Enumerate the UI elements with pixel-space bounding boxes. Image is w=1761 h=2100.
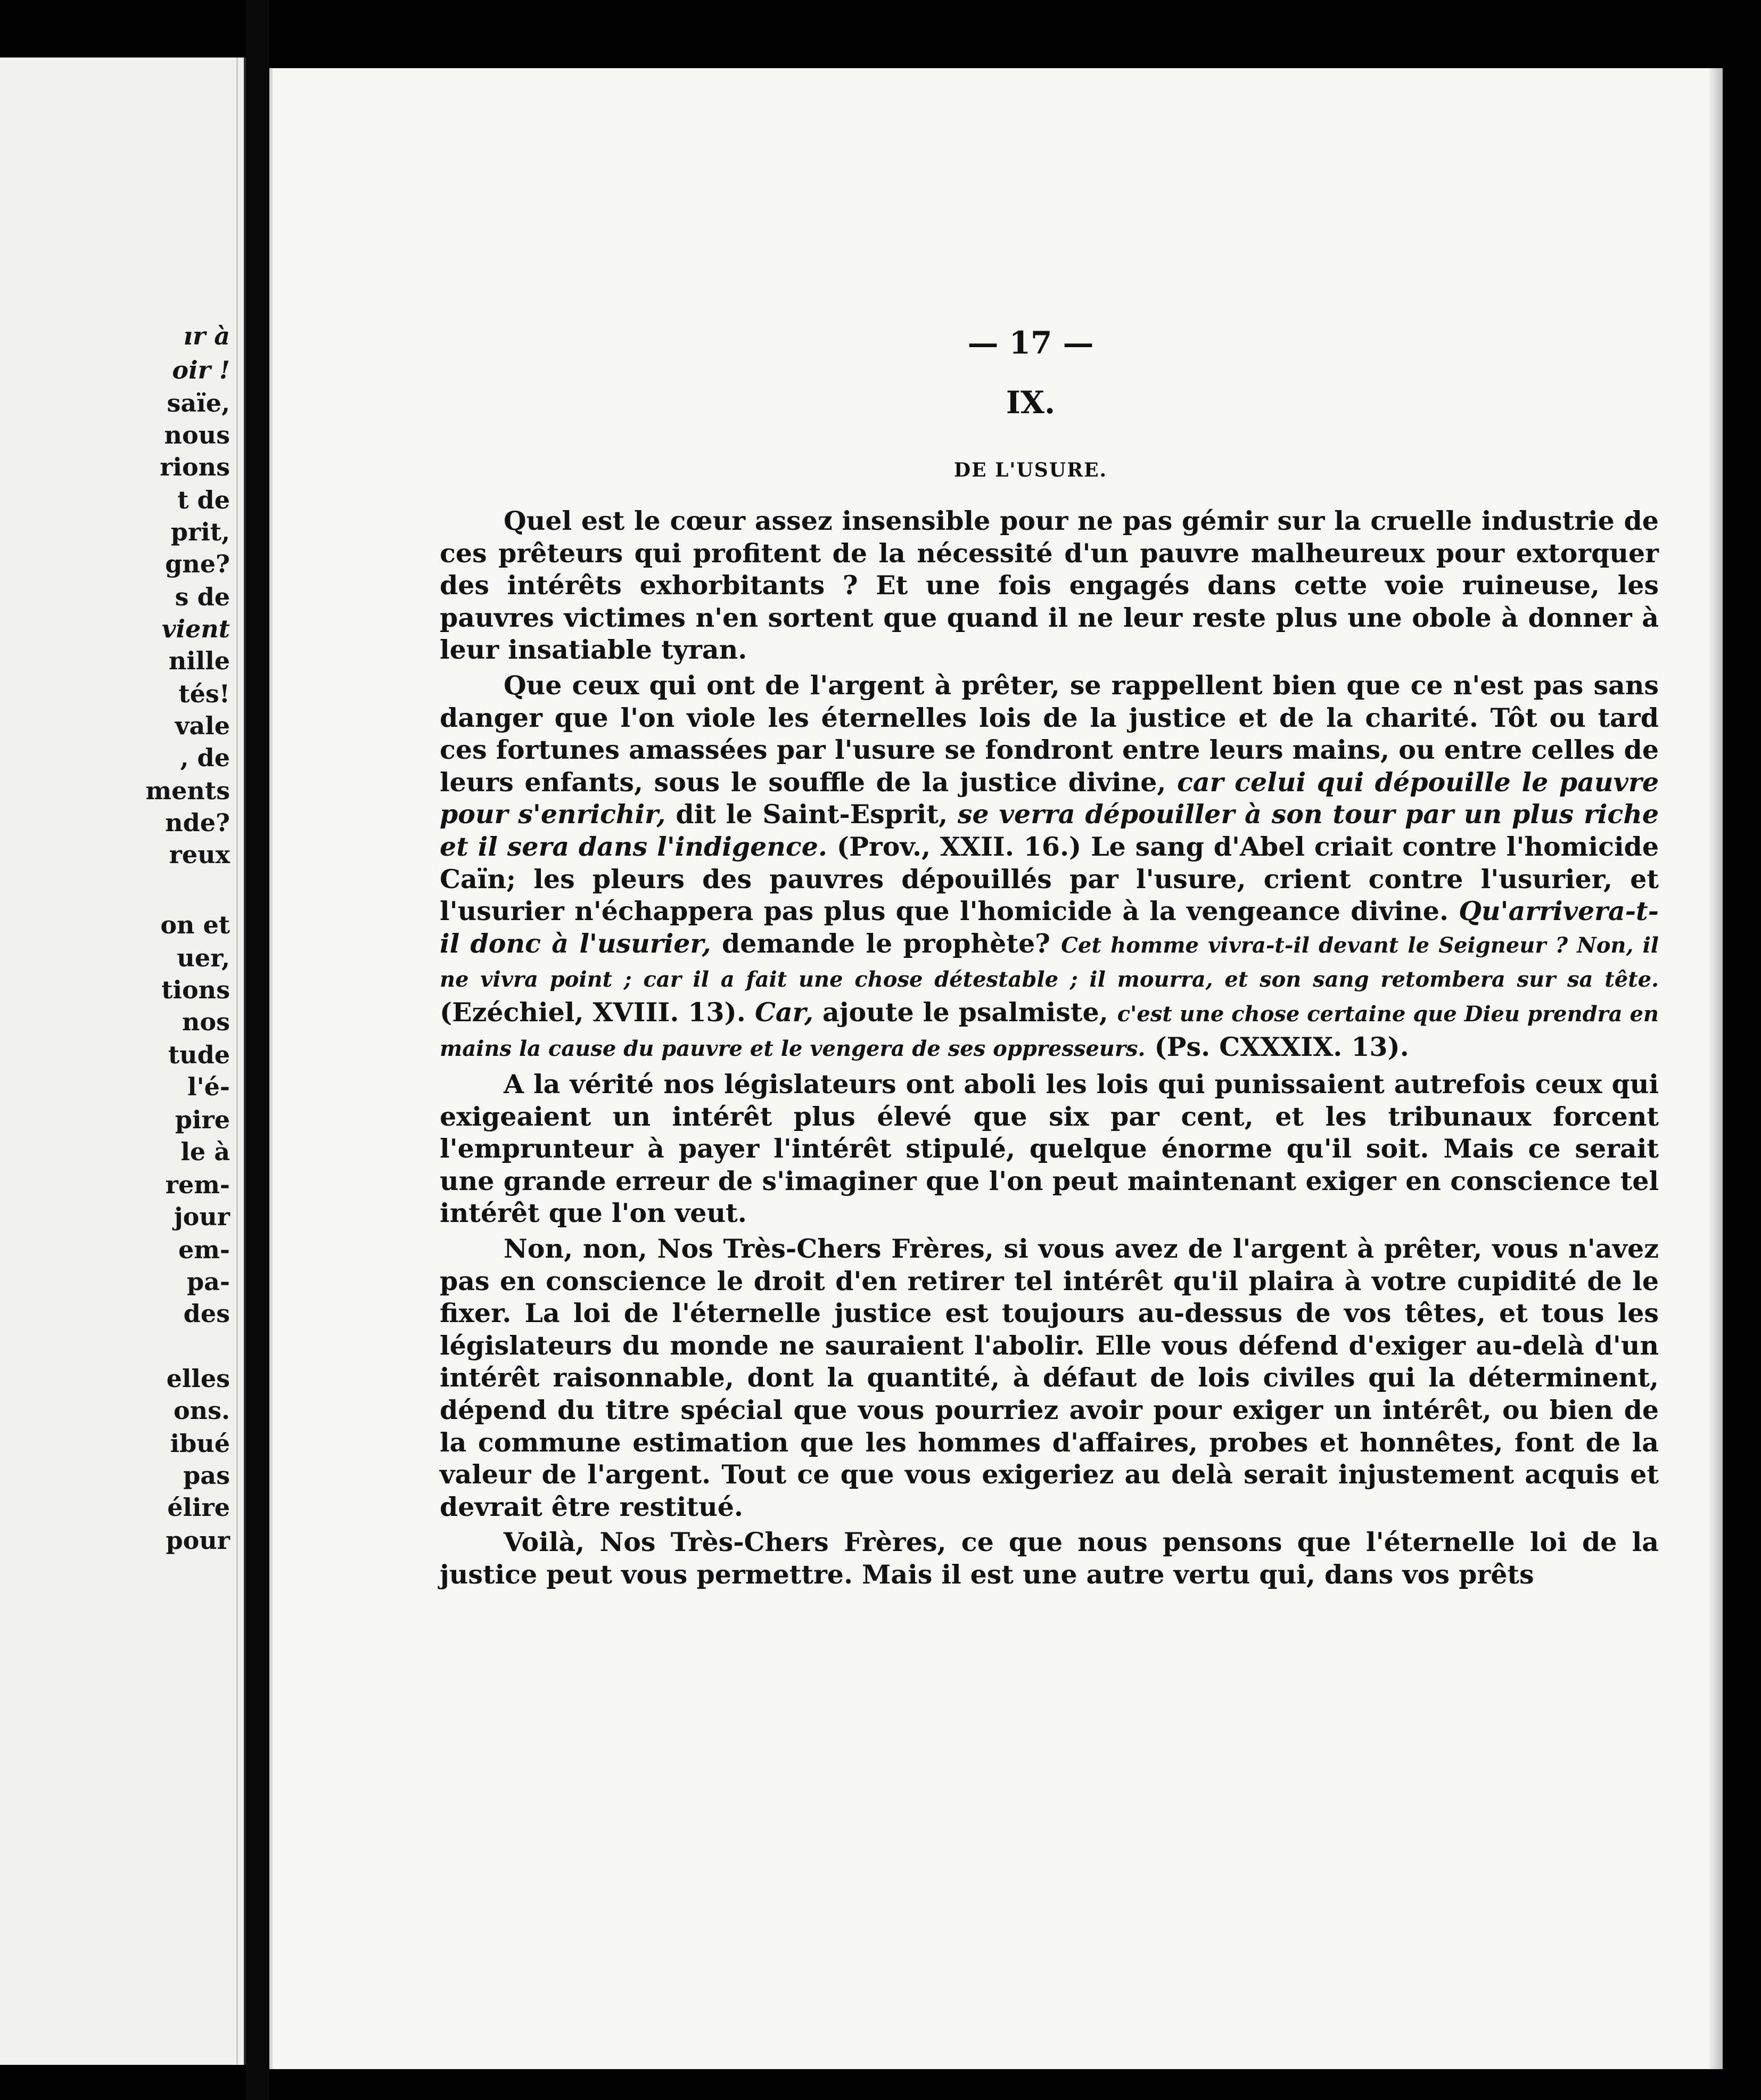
left-page-fragment: , de [180,743,230,772]
chapter-number: IX. [1006,384,1056,421]
paragraph-5: Voilà, Nos Très-Chers Frères, ce que nous pensons que l'éternelle loi de la justice peut vous permettre. Mais il est une autre vertu qui, dans vos prêts [440,1527,1659,1590]
left-page-fragment: pour [166,1526,230,1555]
left-page-edge [236,58,246,2065]
left-page-fragment: em- [178,1235,230,1264]
section-title: DE L'USURE. [953,459,1108,481]
p2-car: Car, [754,996,813,1028]
left-page-fragment: t de [177,486,230,514]
left-page-fragment: le à [180,1137,230,1166]
left-page-fragment: prit, [170,518,230,546]
left-page-fragment: saïe, [167,389,230,417]
p2-ezekiel-quote: Cet homme vivra-t-il devant le Seigneur ? Non, il ne vivra point ; car il a fait une chose détestable ; il mourra, et son sang retombera sur sa tête. [440,932,1659,992]
paragraph-1: Quel est le cœur assez insensible pour ne pas gémir sur la cruelle industrie de ces prêteurs qui profitent de la nécessité d'un pauvre malheureux pour extorquer des intérêts exhorbitants ? Et une fois engagés dans cette voie ruineuse, les pauvres victimes n'en sortent que quand il ne leur reste plus une obole à donner à leur insatiable tyran. [440,505,1659,666]
left-page-fragment: nde? [165,808,230,837]
p2-scripture-2: se verra dépouiller à son tour par un plus riche et il sera dans l'indigence. [440,799,1659,862]
left-page-fragment: élire [167,1493,230,1522]
left-page-fragment: vient [161,614,230,643]
p2-psalm-quote: c'est une chose certaine que Dieu prendra en mains la cause du pauvre et le vengera de ses oppresseurs. [440,1001,1659,1061]
right-page-edge [1709,68,1723,2069]
left-page-fragment: pa- [186,1267,230,1296]
left-page-fragment: reux [169,840,230,869]
left-page-fragment: pire [175,1105,230,1134]
left-page-fragment: jour [174,1202,230,1231]
p2-text-c: dit le Saint-Esprit, [665,799,958,830]
paragraph-3: A la vérité nos législateurs ont aboli les lois qui punissaient autrefois ceux qui exigeaient un intérêt plus élevé que six par cent, et les tribunaux forcent l'emprunteur à payer l'intérêt stipulé, quelque énorme qu'il soit. Mais ce serait une grande erreur de s'imaginer que l'on peut maintenant exiger en conscience tel intérêt que l'on veut. [440,1069,1659,1229]
left-page-fragment: nos [182,1007,230,1036]
body-text [440,505,1659,1594]
left-page-fragment: des [183,1299,230,1328]
p2-text-g: demande le prophète? [711,928,1061,959]
left-page-fragment: tions [161,975,230,1004]
left-page-fragment: oir ! [172,356,230,384]
left-page-fragment: pas [183,1461,230,1490]
p2-ezekiel-ref: (Ezéchiel, XVIII. 13). [440,996,755,1028]
p2-prophet-question: Qu'arrivera-t-il donc à l'usurier, [440,896,1659,959]
left-page-fragment: ibué [170,1429,230,1458]
p2-scripture-1: car celui qui dépouille le pauvre pour s'enrichir, [440,766,1659,830]
left-page-fragment: l'é- [187,1072,230,1101]
p2-text-a: Que ceux qui ont de l'argent à prêter, se rappellent bien que ce n'est pas sans danger que l'on viole les éternelles lois de la justice et de la charité. Tôt ou tard ces fortunes amassées par l'usure se fondront entre leurs mains, ou entre celles de leurs enfants, sous le souffle de la justice divine, [440,669,1659,798]
left-page-fragment: s de [175,583,230,611]
left-page-fragment: rem- [165,1170,230,1199]
left-page-fragment: ments [145,776,230,805]
p2-text-e: (Prov., XXII. 16.) Le sang d'Abel criait contre l'homicide Caïn; les pleurs des pauvres dépouillés par l'usure, crient contre l'usurier, et l'usurier n'échappera pas plus que l'homicide à la vengeance divine. [440,831,1659,927]
right-page [269,68,1723,2069]
left-page-fragment: vale [175,711,230,740]
paragraph-2 [440,669,1659,1065]
left-page-fragment: elles [166,1364,230,1393]
p2-psalm-ref: (Ps. CXXXIX. 13). [1145,1031,1409,1062]
left-page-fragment: on et [160,910,230,939]
left-page-fragment: nille [168,646,230,675]
left-page-fragment: tude [168,1040,230,1069]
left-page-fragment: rions [160,453,230,481]
left-page-fragment: gne? [165,549,230,578]
page-number: — 17 — [967,325,1094,361]
paragraph-4: Non, non, Nos Très-Chers Frères, si vous avez de l'argent à prêter, vous n'avez pas en conscience le droit d'en retirer tel intérêt qu'il plaira à votre cupidité de le fixer. La loi de l'éternelle justice est toujours au-dessus de vos têtes, et tous les législateurs du monde ne sauraient l'abolir. Elle vous défend d'exiger au-delà d'un intérêt raisonnable, dont la quantité, à défaut de lois civiles qui la déterminent, dépend du titre spécial que vous pourriez avoir pour exiger un intérêt, ou bien de la commune estimation que les hommes d'affaires, probes et honnêtes, font de la valeur de l'argent. Tout ce que vous exigeriez au delà serait injustement acquis et devrait être restitué. [440,1233,1659,1522]
left-page-fragment: uer, [177,944,230,972]
left-page-fragment: ons. [173,1396,230,1425]
left-page [0,58,246,2065]
p2-text-k: ajoute le psalmiste, [813,996,1117,1028]
left-page-fragment: tés! [178,679,230,708]
book-gutter [246,0,269,2100]
left-page-fragment: nous [164,421,230,449]
left-page-fragment: ır à [183,322,230,350]
